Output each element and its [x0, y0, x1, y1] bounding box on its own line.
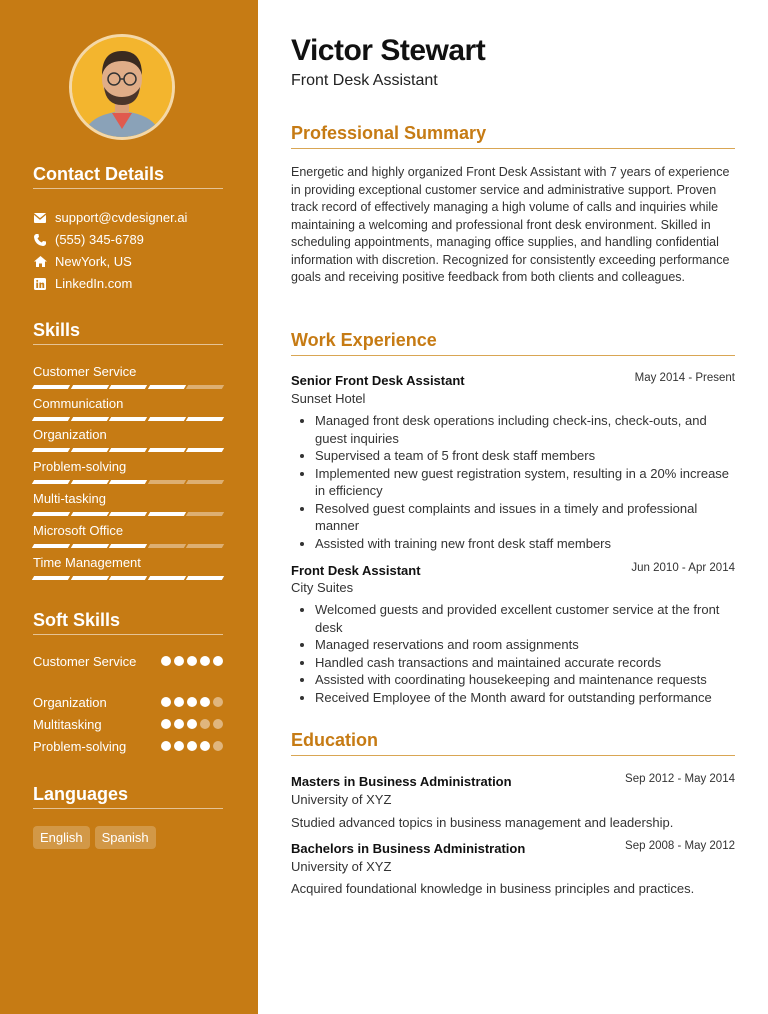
- school-name: University of XYZ: [291, 792, 392, 807]
- education-description: Acquired foundational knowledge in business principles and practices.: [291, 881, 695, 896]
- rating-dot: [213, 697, 223, 707]
- location-text: NewYork, US: [55, 254, 132, 269]
- skill-level-segment: [32, 417, 70, 421]
- degree-title: Bachelors in Business Administration: [291, 841, 526, 856]
- rating-dot: [161, 656, 171, 666]
- skill-level-segment: [186, 417, 224, 421]
- list-item: • Assisted with coordinating housekeeping and maintenance requests: [315, 671, 735, 689]
- list-item: • Managed reservations and room assignments: [315, 636, 735, 654]
- divider: [33, 634, 223, 635]
- divider: [33, 808, 223, 809]
- skill-level-segment: [186, 480, 224, 484]
- contact-heading: Contact Details: [33, 164, 165, 184]
- skill-level-segment: [186, 544, 224, 548]
- list-item: • Managed front desk operations including check-ins, check-outs, and guest inquiries: [315, 412, 735, 447]
- skill-level-bar: [33, 544, 223, 548]
- rating-dot: [161, 697, 171, 707]
- skill-level-bar: [33, 512, 223, 516]
- email-text: support@cvdesigner.ai: [55, 210, 188, 225]
- languages-list: [33, 826, 156, 849]
- envelope-icon: [33, 211, 47, 225]
- contact-email[interactable]: [33, 210, 187, 225]
- education-description: Studied advanced topics in business management and leadership.: [291, 815, 674, 830]
- skills-heading: Skills: [33, 320, 81, 340]
- divider: [33, 344, 223, 345]
- divider: [291, 755, 735, 756]
- languages-heading: Languages: [33, 784, 129, 804]
- skill-name: Multi-tasking: [33, 491, 106, 506]
- soft-skill-name: Problem-solving: [33, 739, 127, 754]
- job-title: Senior Front Desk Assistant: [291, 373, 465, 388]
- skill-level-segment: [186, 448, 224, 452]
- skill-level-segment: [109, 448, 147, 452]
- list-item: • Resolved guest complaints and issues in a timely and professional manner: [315, 500, 735, 535]
- rating-dot: [213, 656, 223, 666]
- rating-dot: [174, 741, 184, 751]
- education-dates: Sep 2008 - May 2012: [625, 840, 735, 852]
- contact-linkedin[interactable]: [33, 276, 132, 291]
- skill-level-segment: [70, 480, 108, 484]
- skill-name: Problem-solving: [33, 459, 127, 474]
- soft-skills-heading: Soft Skills: [33, 610, 121, 630]
- rating-dot: [200, 719, 210, 729]
- rating-dot: [174, 697, 184, 707]
- contact-location: [33, 254, 132, 269]
- experience-heading: Work Experience: [291, 330, 437, 350]
- candidate-title: Front Desk Assistant: [291, 72, 438, 89]
- job-company: City Suites: [291, 580, 354, 595]
- job-title: Front Desk Assistant: [291, 563, 421, 578]
- skill-item: [33, 491, 223, 516]
- linkedin-text: LinkedIn.com: [55, 276, 133, 291]
- rating-dot: [213, 741, 223, 751]
- soft-skill-name: Organization: [33, 695, 107, 710]
- skill-level-segment: [70, 544, 108, 548]
- skill-level-segment: [109, 480, 147, 484]
- degree-title: Masters in Business Administration: [291, 774, 512, 789]
- skill-level-segment: [186, 385, 224, 389]
- rating-dot: [200, 741, 210, 751]
- summary-heading: Professional Summary: [291, 123, 487, 143]
- skill-level-segment: [148, 417, 186, 421]
- soft-skill-item: [33, 694, 223, 711]
- rating-dot: [161, 741, 171, 751]
- rating-dot: [200, 697, 210, 707]
- list-item: • Implemented new guest registration system, resulting in a 20% increase in efficiency: [315, 465, 735, 500]
- skill-level-segment: [32, 480, 70, 484]
- skill-level-segment: [186, 512, 224, 516]
- skill-level-bar: [33, 417, 223, 421]
- skill-item: [33, 364, 223, 389]
- education-dates: Sep 2012 - May 2014: [625, 773, 735, 785]
- home-icon: [33, 255, 47, 269]
- skill-level-segment: [186, 576, 224, 580]
- skill-level-segment: [32, 385, 70, 389]
- school-name: University of XYZ: [291, 859, 392, 874]
- job-company: Sunset Hotel: [291, 391, 366, 406]
- skill-item: [33, 459, 223, 484]
- avatar: [69, 34, 175, 140]
- list-item: • Handled cash transactions and maintained accurate records: [315, 654, 735, 672]
- list-item: • Assisted with training new front desk staff members: [315, 535, 735, 553]
- skill-name: Microsoft Office: [33, 523, 124, 538]
- soft-skill-name: Multitasking: [33, 717, 102, 732]
- rating-dot: [187, 719, 197, 729]
- skill-level-segment: [70, 576, 108, 580]
- skill-level-segment: [148, 544, 186, 548]
- skill-level-segment: [148, 512, 186, 516]
- skill-level-segment: [32, 576, 70, 580]
- skill-level-segment: [148, 385, 186, 389]
- skill-level-segment: [70, 417, 108, 421]
- skill-item: [33, 396, 223, 421]
- rating-dot: [213, 719, 223, 729]
- rating-dot: [174, 656, 184, 666]
- skill-level-segment: [148, 576, 186, 580]
- divider: [291, 355, 735, 356]
- soft-skill-item: [33, 738, 223, 755]
- skill-level-segment: [32, 512, 70, 516]
- language-tag: Spanish: [95, 826, 156, 849]
- skill-level-segment: [70, 512, 108, 516]
- skill-name: Customer Service: [33, 364, 137, 379]
- skill-level-bar: [33, 385, 223, 389]
- rating-dot: [187, 741, 197, 751]
- skill-level-segment: [32, 448, 70, 452]
- skill-level-segment: [70, 385, 108, 389]
- soft-skill-rating: [161, 697, 223, 707]
- job-bullets: [315, 412, 735, 552]
- soft-skill-item: [33, 716, 223, 733]
- list-item: • Welcomed guests and provided excellent customer service at the front desk: [315, 601, 735, 636]
- skill-level-segment: [109, 544, 147, 548]
- skill-name: Communication: [33, 396, 124, 411]
- sidebar: [0, 0, 258, 1014]
- skill-level-segment: [109, 512, 147, 516]
- rating-dot: [174, 719, 184, 729]
- soft-skill-item: [33, 653, 223, 670]
- soft-skill-name: Customer Service: [33, 654, 137, 669]
- language-tag: English: [33, 826, 90, 849]
- skill-level-segment: [32, 544, 70, 548]
- rating-dot: [161, 719, 171, 729]
- job-bullets: [315, 601, 735, 706]
- list-item: • Supervised a team of 5 front desk staff members: [315, 447, 735, 465]
- skill-level-bar: [33, 448, 223, 452]
- education-heading: Education: [291, 730, 379, 750]
- skill-level-segment: [109, 385, 147, 389]
- skill-name: Time Management: [33, 555, 141, 570]
- skill-item: [33, 523, 223, 548]
- skill-name: Organization: [33, 427, 107, 442]
- skill-level-bar: [33, 480, 223, 484]
- skill-level-segment: [148, 480, 186, 484]
- job-dates: May 2014 - Present: [634, 372, 735, 384]
- profile-photo: [72, 37, 172, 137]
- soft-skill-rating: [161, 719, 223, 729]
- skill-item: [33, 427, 223, 452]
- phone-icon: [33, 233, 47, 247]
- list-item: • Received Employee of the Month award for outstanding performance: [315, 689, 735, 707]
- skill-level-bar: [33, 576, 223, 580]
- soft-skill-rating: [161, 741, 223, 751]
- contact-phone[interactable]: [33, 232, 144, 247]
- skill-item: [33, 555, 223, 580]
- candidate-name: Victor Stewart: [291, 34, 486, 67]
- linkedin-icon: [33, 277, 47, 291]
- soft-skill-rating: [161, 656, 223, 666]
- job-dates: Jun 2010 - Apr 2014: [631, 562, 735, 574]
- skill-level-segment: [148, 448, 186, 452]
- skill-level-segment: [70, 448, 108, 452]
- phone-text: (555) 345-6789: [55, 232, 144, 247]
- divider: [291, 148, 735, 149]
- summary-text: Energetic and highly organized Front Desk Assistant with 7 years of experience in providing exceptional customer service and administrative support. Proven track record of effectively managing a high volume of calls and inquiries while maintaining a welcoming and professional front desk environment. Skilled in scheduling appointments, managing office supplies, and handling confidential information with discretion. Recognized for consistently exceeding performance goals and receiving positive feedback from both clients and colleagues.: [291, 165, 730, 284]
- skill-level-segment: [109, 576, 147, 580]
- skill-level-segment: [109, 417, 147, 421]
- rating-dot: [187, 656, 197, 666]
- rating-dot: [200, 656, 210, 666]
- divider: [33, 188, 223, 189]
- rating-dot: [187, 697, 197, 707]
